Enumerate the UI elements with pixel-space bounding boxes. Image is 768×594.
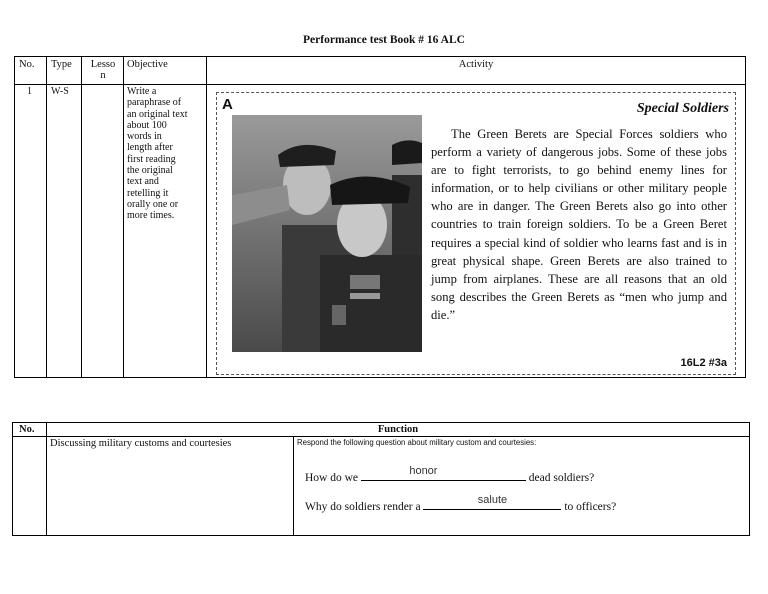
header-function: Function — [377, 424, 419, 435]
header-divider — [13, 436, 749, 437]
header-activity: Activity — [458, 59, 494, 70]
question-1 — [305, 465, 595, 484]
soldiers-photo-illustration — [232, 115, 422, 352]
question-instruction: Respond the following question about military custom and courtesies: — [297, 438, 537, 447]
activity-letter: A — [222, 96, 233, 113]
col-divider — [123, 57, 124, 377]
objective-line: an original text — [127, 108, 188, 120]
objective-line: orally one or — [127, 198, 179, 210]
objective-line: more times. — [127, 210, 175, 222]
objective-line: Write a — [127, 86, 157, 97]
objective-line: text and — [127, 176, 159, 188]
objective-line: about 100 — [127, 119, 167, 131]
header-divider — [15, 84, 745, 85]
question-1-end: dead soldiers? — [525, 472, 595, 484]
header-objective: Objective — [127, 59, 168, 70]
question-1-answer: honor — [409, 465, 438, 477]
col-divider — [46, 57, 47, 377]
question-2-answer: salute — [477, 494, 508, 506]
page-title: Performance test Book # 16 ALC — [303, 34, 465, 46]
objective-line: first reading — [127, 153, 176, 165]
row-type: W-S — [51, 86, 69, 97]
activity-reading-panel — [216, 92, 736, 375]
col-divider — [206, 57, 207, 377]
objective-line: paraphrase of — [127, 97, 182, 109]
function-description: Discussing military customs and courtesies — [50, 438, 232, 449]
header-lesson-line2: n — [100, 70, 106, 81]
function-table — [12, 422, 750, 536]
lesson-code: 16L2 #3a — [680, 357, 727, 369]
row-number: 1 — [27, 86, 32, 97]
objective-line: retelling it — [127, 187, 169, 199]
header-lesson — [85, 59, 121, 81]
question-2 — [305, 494, 617, 513]
header-type: Type — [51, 59, 72, 70]
col-divider — [81, 57, 82, 377]
article-body: The Green Berets are Special Forces soldiers who perform a variety of dangerous jobs. Some of these jobs are to fight terrorists, to go behind enemy lines for information, or to help civilians or other military people who are in danger. The Green Berets also go into other countries to train foreign soldiers. To be a Green Beret requires a special kind of soldier who learns fast and is in great physical shape. Green Berets are also trained to jump from airplanes. These are all reasons that an old song describes the Green Berets as “men who jump and die.” — [431, 127, 727, 322]
col-divider — [293, 436, 294, 535]
header-lesson-line1: Lesso — [90, 59, 116, 70]
question-1-start: How do we — [305, 472, 361, 484]
col-divider — [46, 423, 47, 535]
header-no: No. — [19, 424, 35, 435]
row-objective — [127, 86, 205, 222]
question-2-end: to officers? — [561, 501, 617, 513]
soldiers-photo — [232, 115, 422, 352]
objective-line: the original — [127, 165, 173, 177]
objective-line: words in — [127, 131, 162, 143]
question-2-start: Why do soldiers render a — [305, 501, 424, 513]
question-2-blank[interactable] — [423, 494, 561, 510]
question-1-blank[interactable] — [361, 465, 526, 481]
header-no: No. — [19, 59, 35, 70]
objective-line: length after — [127, 142, 173, 154]
article-title: Special Soldiers — [636, 101, 729, 116]
